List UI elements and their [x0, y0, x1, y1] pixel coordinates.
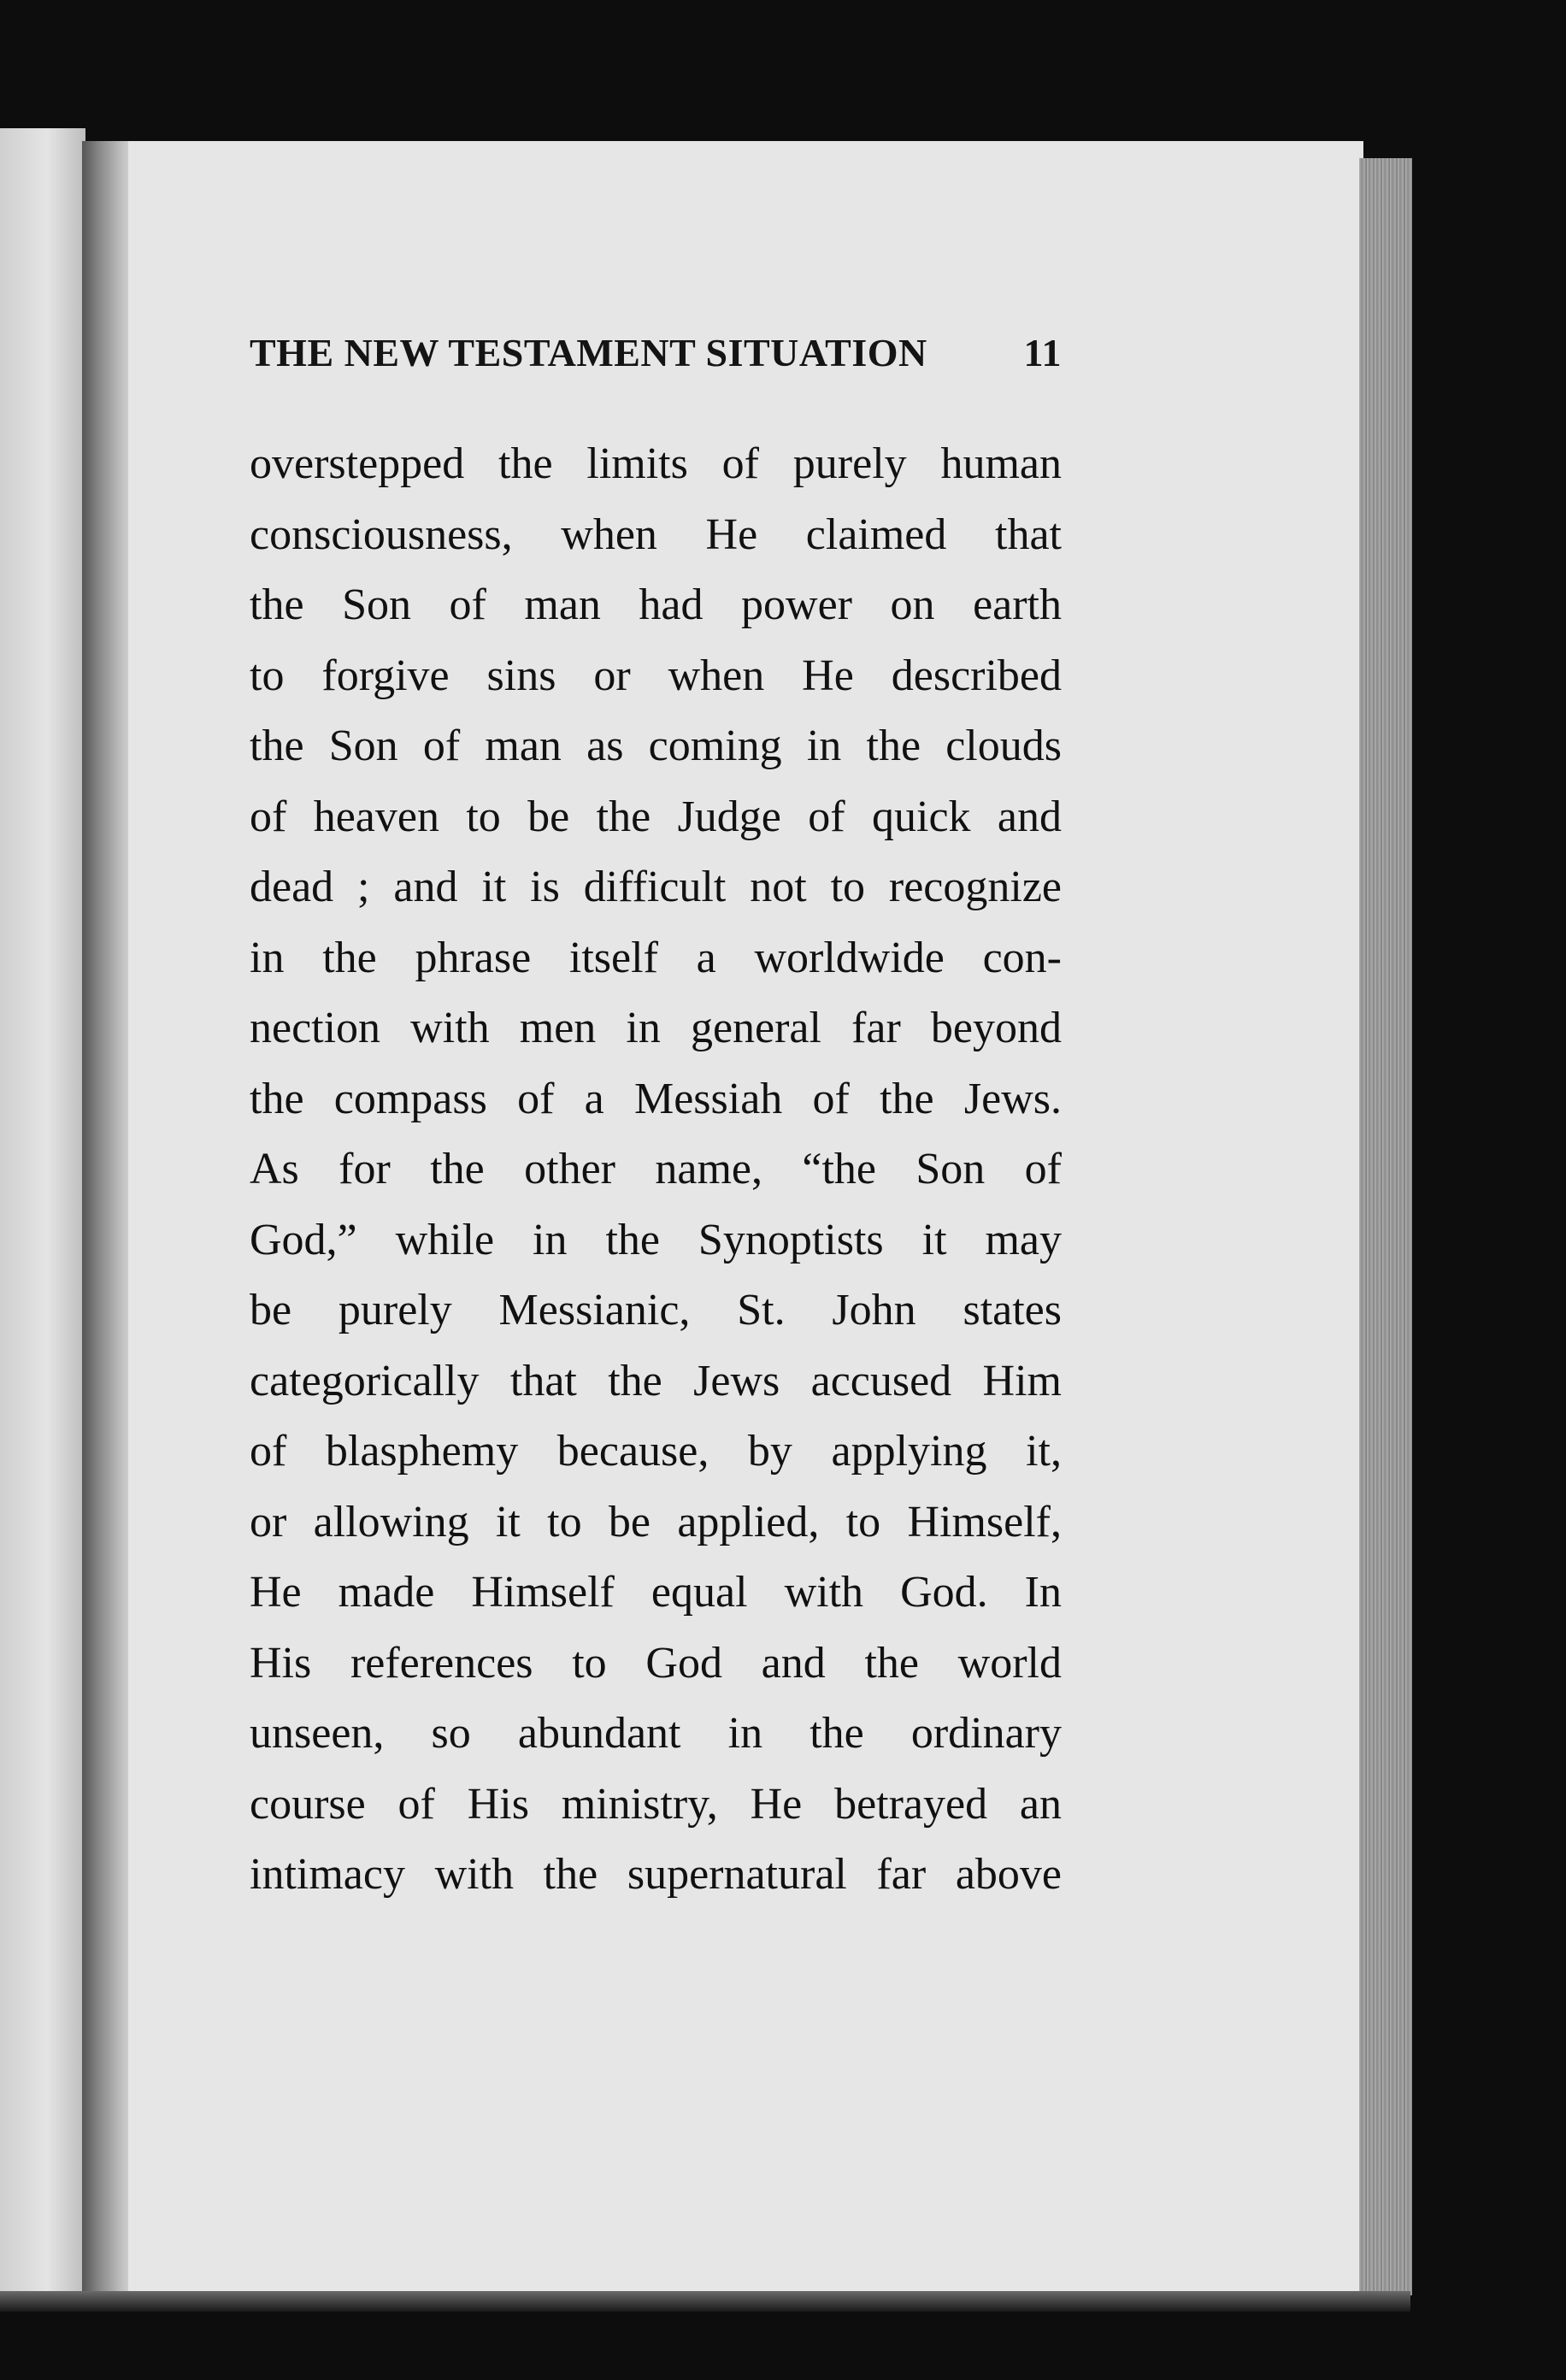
- page-block-edge: [1359, 158, 1412, 2295]
- running-head: [250, 330, 1062, 375]
- text-line: dead ; and it is difficult not to recognize: [250, 863, 1062, 911]
- text-line: nection with men in general far beyond: [250, 1004, 1062, 1052]
- text-line: overstepped the limits of purely human: [250, 439, 1062, 488]
- text-line: of blasphemy because, by applying it,: [250, 1427, 1062, 1476]
- page-number: 11: [1023, 331, 1062, 374]
- body-text: [250, 429, 1062, 1911]
- text-line: God,” while in the Synoptists it may: [250, 1215, 1062, 1264]
- text-line: As for the other name, “the Son of: [250, 1145, 1062, 1193]
- text-line: He made Himself equal with God. In: [250, 1568, 1062, 1617]
- text-line: the Son of man as coming in the clouds: [250, 722, 1062, 770]
- text-line: consciousness, when He claimed that: [250, 510, 1062, 559]
- book-gutter: [82, 141, 133, 2295]
- text-line: the compass of a Messiah of the Jews.: [250, 1074, 1062, 1123]
- text-line: unseen, so abundant in the ordinary: [250, 1709, 1062, 1758]
- text-line: the Son of man had power on earth: [250, 580, 1062, 629]
- text-line: categorically that the Jews accused Him: [250, 1356, 1062, 1405]
- text-line: be purely Messianic, St. John states: [250, 1286, 1062, 1334]
- book-bottom-edge: [0, 2291, 1410, 2312]
- running-head-title: THE NEW TESTAMENT SITUATION: [250, 331, 927, 374]
- text-line: in the phrase itself a worldwide con-: [250, 933, 1062, 982]
- text-line: of heaven to be the Judge of quick and: [250, 792, 1062, 841]
- text-line: to forgive sins or when He described: [250, 651, 1062, 700]
- text-line: course of His ministry, He betrayed an: [250, 1779, 1062, 1829]
- text-line: or allowing it to be applied, to Himself,: [250, 1497, 1062, 1546]
- facing-page-edge: [0, 128, 85, 2291]
- text-line: intimacy with the supernatural far above: [250, 1850, 1062, 1899]
- text-line: His references to God and the world: [250, 1638, 1062, 1688]
